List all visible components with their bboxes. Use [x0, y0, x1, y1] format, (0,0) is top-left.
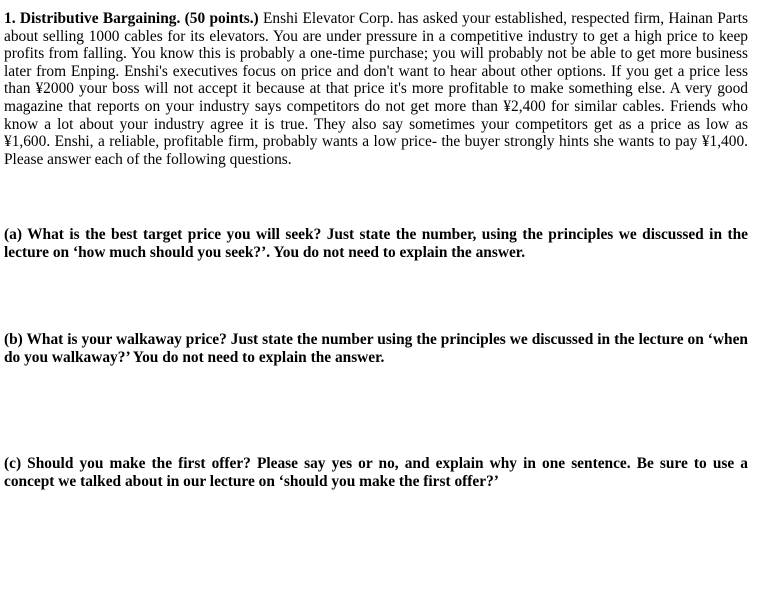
- problem-heading: 1. Distributive Bargaining. (50 points.): [4, 10, 259, 27]
- answer-area-c[interactable]: [4, 492, 748, 592]
- document-page: [4, 10, 748, 490]
- problem-statement: [4, 10, 748, 168]
- question-b: (b) What is your walkaway price? Just state the number using the principles we discussed in the lecture on ‘when do you walkaway?’ You do not need to explain the answer.: [4, 331, 748, 366]
- answer-area-b[interactable]: [4, 368, 748, 446]
- answer-area-a[interactable]: [4, 262, 748, 322]
- problem-body: Enshi Elevator Corp. has asked your established, respected firm, Hainan Parts about selling 1000 cables for its elevators. You are under pressure in a competitive industry to get a high price to keep profits from falling. You know this is probably a one-time purchase; you will probably not be able to get more business later from Enping. Enshi's executives focus on price and don't want to hear about other options. If you get a price less than ¥2000 your boss will not accept it because at that price it's more profitable to make something else. A very good magazine that reports on your industry says competitors do not get more than ¥2,400 for similar cables. Friends who know a lot about your industry agree it is true. They also say sometimes your competitors get as a price as low as ¥1,600. Enshi, a reliable, profitable firm, probably wants a low price- the buyer strongly hints she wants to pay ¥1,400. Please answer each of the following questions.: [4, 10, 748, 168]
- question-c: (c) Should you make the first offer? Please say yes or no, and explain why in one sentence. Be sure to use a concept we talked about in our lecture on ‘should you make the first offer?’: [4, 455, 748, 490]
- question-a: (a) What is the best target price you will seek? Just state the number, using the principles we discussed in the lecture on ‘how much should you seek?’. You do not need to explain the answer.: [4, 226, 748, 261]
